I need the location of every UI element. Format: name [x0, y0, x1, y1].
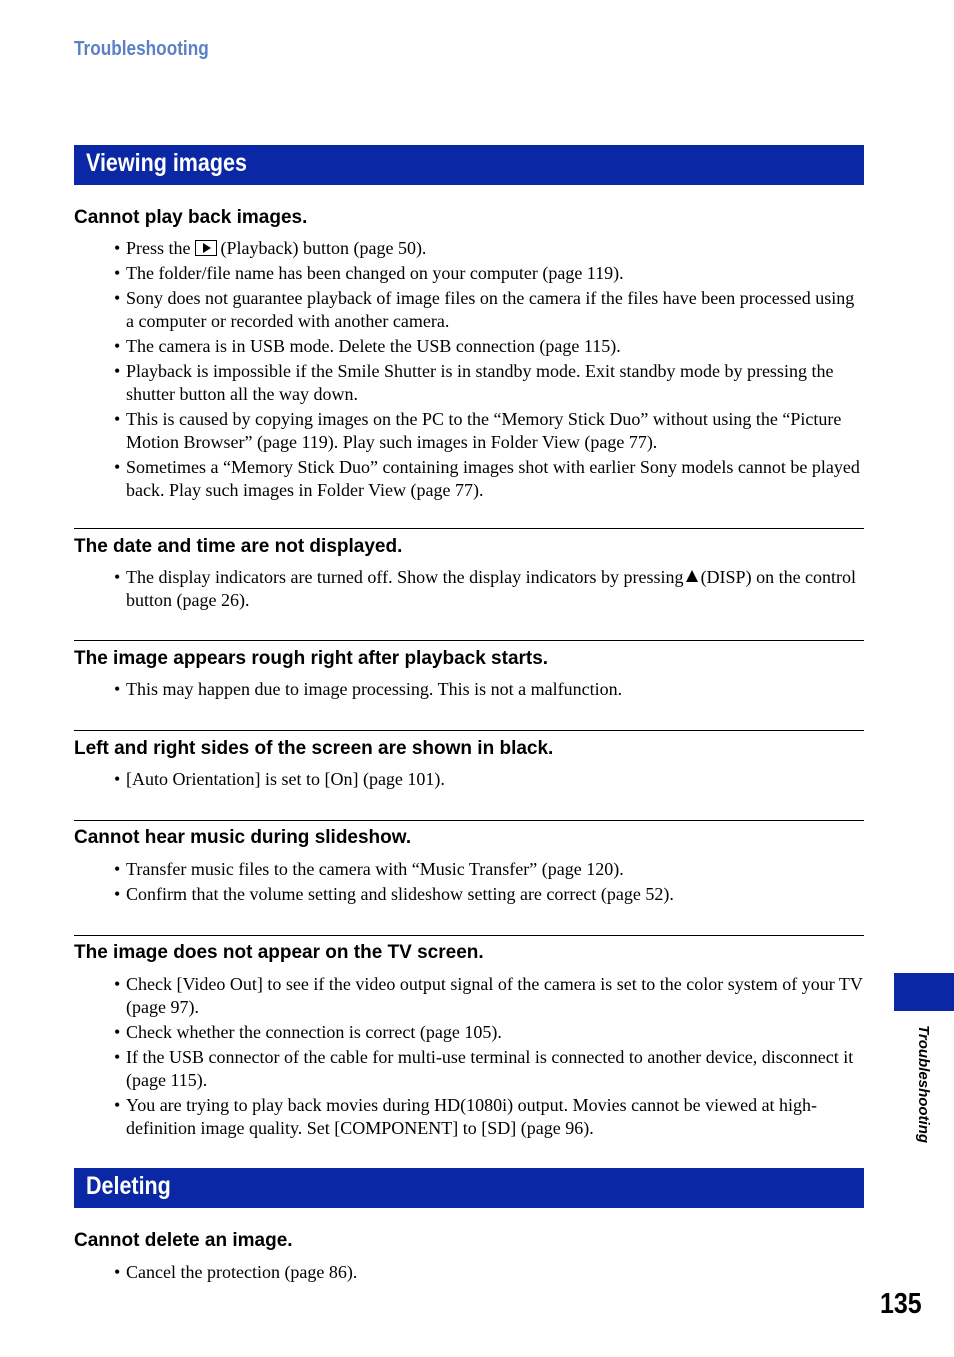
section-title: Deleting	[86, 1172, 171, 1200]
list-item: • Confirm that the volume setting and slideshow setting are correct (page 52).	[114, 883, 866, 906]
issue-heading: Cannot delete an image.	[74, 1230, 293, 1251]
list-item: • Transfer music files to the camera with “Music Transfer” (page 120).	[114, 858, 866, 881]
divider	[74, 528, 864, 529]
list-item: • Cancel the protection (page 86).	[114, 1261, 866, 1284]
list-item: • Sometimes a “Memory Stick Duo” containing images shot with earlier Sony models cannot be played back. Play such images in Folder View (page 77).	[114, 456, 866, 502]
running-header: Troubleshooting	[74, 38, 209, 60]
bullet-text: Press the	[126, 238, 191, 258]
section-title-bar	[74, 1168, 864, 1208]
bullet-list	[114, 566, 866, 614]
issue-heading: The image appears rough right after playback starts.	[74, 648, 549, 669]
page-number: 135	[880, 1288, 922, 1320]
chapter-tab-label	[914, 1025, 934, 1155]
list-item: • Check whether the connection is correct (page 105).	[114, 1021, 866, 1044]
list-item: • Check [Video Out] to see if the video output signal of the camera is set to the color system of your TV (page 97).	[114, 973, 866, 1019]
chapter-tab-text: Troubleshooting	[915, 1025, 932, 1144]
list-item: • Playback is impossible if the Smile Shutter is in standby mode. Exit standby mode by pressing the shutter button all the way down.	[114, 360, 866, 406]
bullet-text: The display indicators are turned off. Show the display indicators by pressing	[126, 567, 684, 587]
section-title-bar	[74, 145, 864, 185]
issue-heading: The date and time are not displayed.	[74, 536, 403, 557]
list-item: • This may happen due to image processing. This is not a malfunction.	[114, 678, 866, 701]
issue-heading: Cannot hear music during slideshow.	[74, 827, 412, 848]
list-item: • If the USB connector of the cable for multi-use terminal is connected to another device, disconnect it (page 115).	[114, 1046, 866, 1092]
chapter-tab-marker	[894, 973, 954, 1011]
divider	[74, 820, 864, 821]
divider	[74, 640, 864, 641]
list-item	[114, 237, 866, 260]
bullet-list	[114, 858, 866, 908]
list-item: • You are trying to play back movies during HD(1080i) output. Movies cannot be viewed at high-definition image quality. Set [COMPONENT] to [SD] (page 96).	[114, 1094, 866, 1140]
issue-heading: Left and right sides of the screen are shown in black.	[74, 738, 554, 759]
playback-icon	[195, 240, 217, 256]
issue-heading: The image does not appear on the TV screen.	[74, 942, 484, 963]
bullet-list	[114, 678, 866, 703]
list-item: • Sony does not guarantee playback of image files on the camera if the files have been processed using a computer or recorded with another camera.	[114, 287, 866, 333]
bullet-list	[114, 768, 866, 793]
up-arrow-icon	[686, 570, 698, 582]
bullet-list	[114, 1261, 866, 1286]
list-item: • The folder/file name has been changed on your computer (page 119).	[114, 262, 866, 285]
issue-heading: Cannot play back images.	[74, 207, 308, 228]
divider	[74, 935, 864, 936]
bullet-text: (Playback) button (page 50).	[220, 238, 427, 258]
bullet-text: (DISP) on the control button (page 26).	[126, 567, 857, 610]
list-item: • [Auto Orientation] is set to [On] (page 101).	[114, 768, 866, 791]
bullet-list	[114, 973, 866, 1142]
list-item	[114, 566, 866, 612]
bullet-list	[114, 237, 866, 504]
divider	[74, 730, 864, 731]
list-item: • The camera is in USB mode. Delete the USB connection (page 115).	[114, 335, 866, 358]
section-title: Viewing images	[86, 149, 247, 177]
list-item: • This is caused by copying images on the PC to the “Memory Stick Duo” without using the “Picture Motion Browser” (page 119). Play such images in Folder View (page 77).	[114, 408, 866, 454]
